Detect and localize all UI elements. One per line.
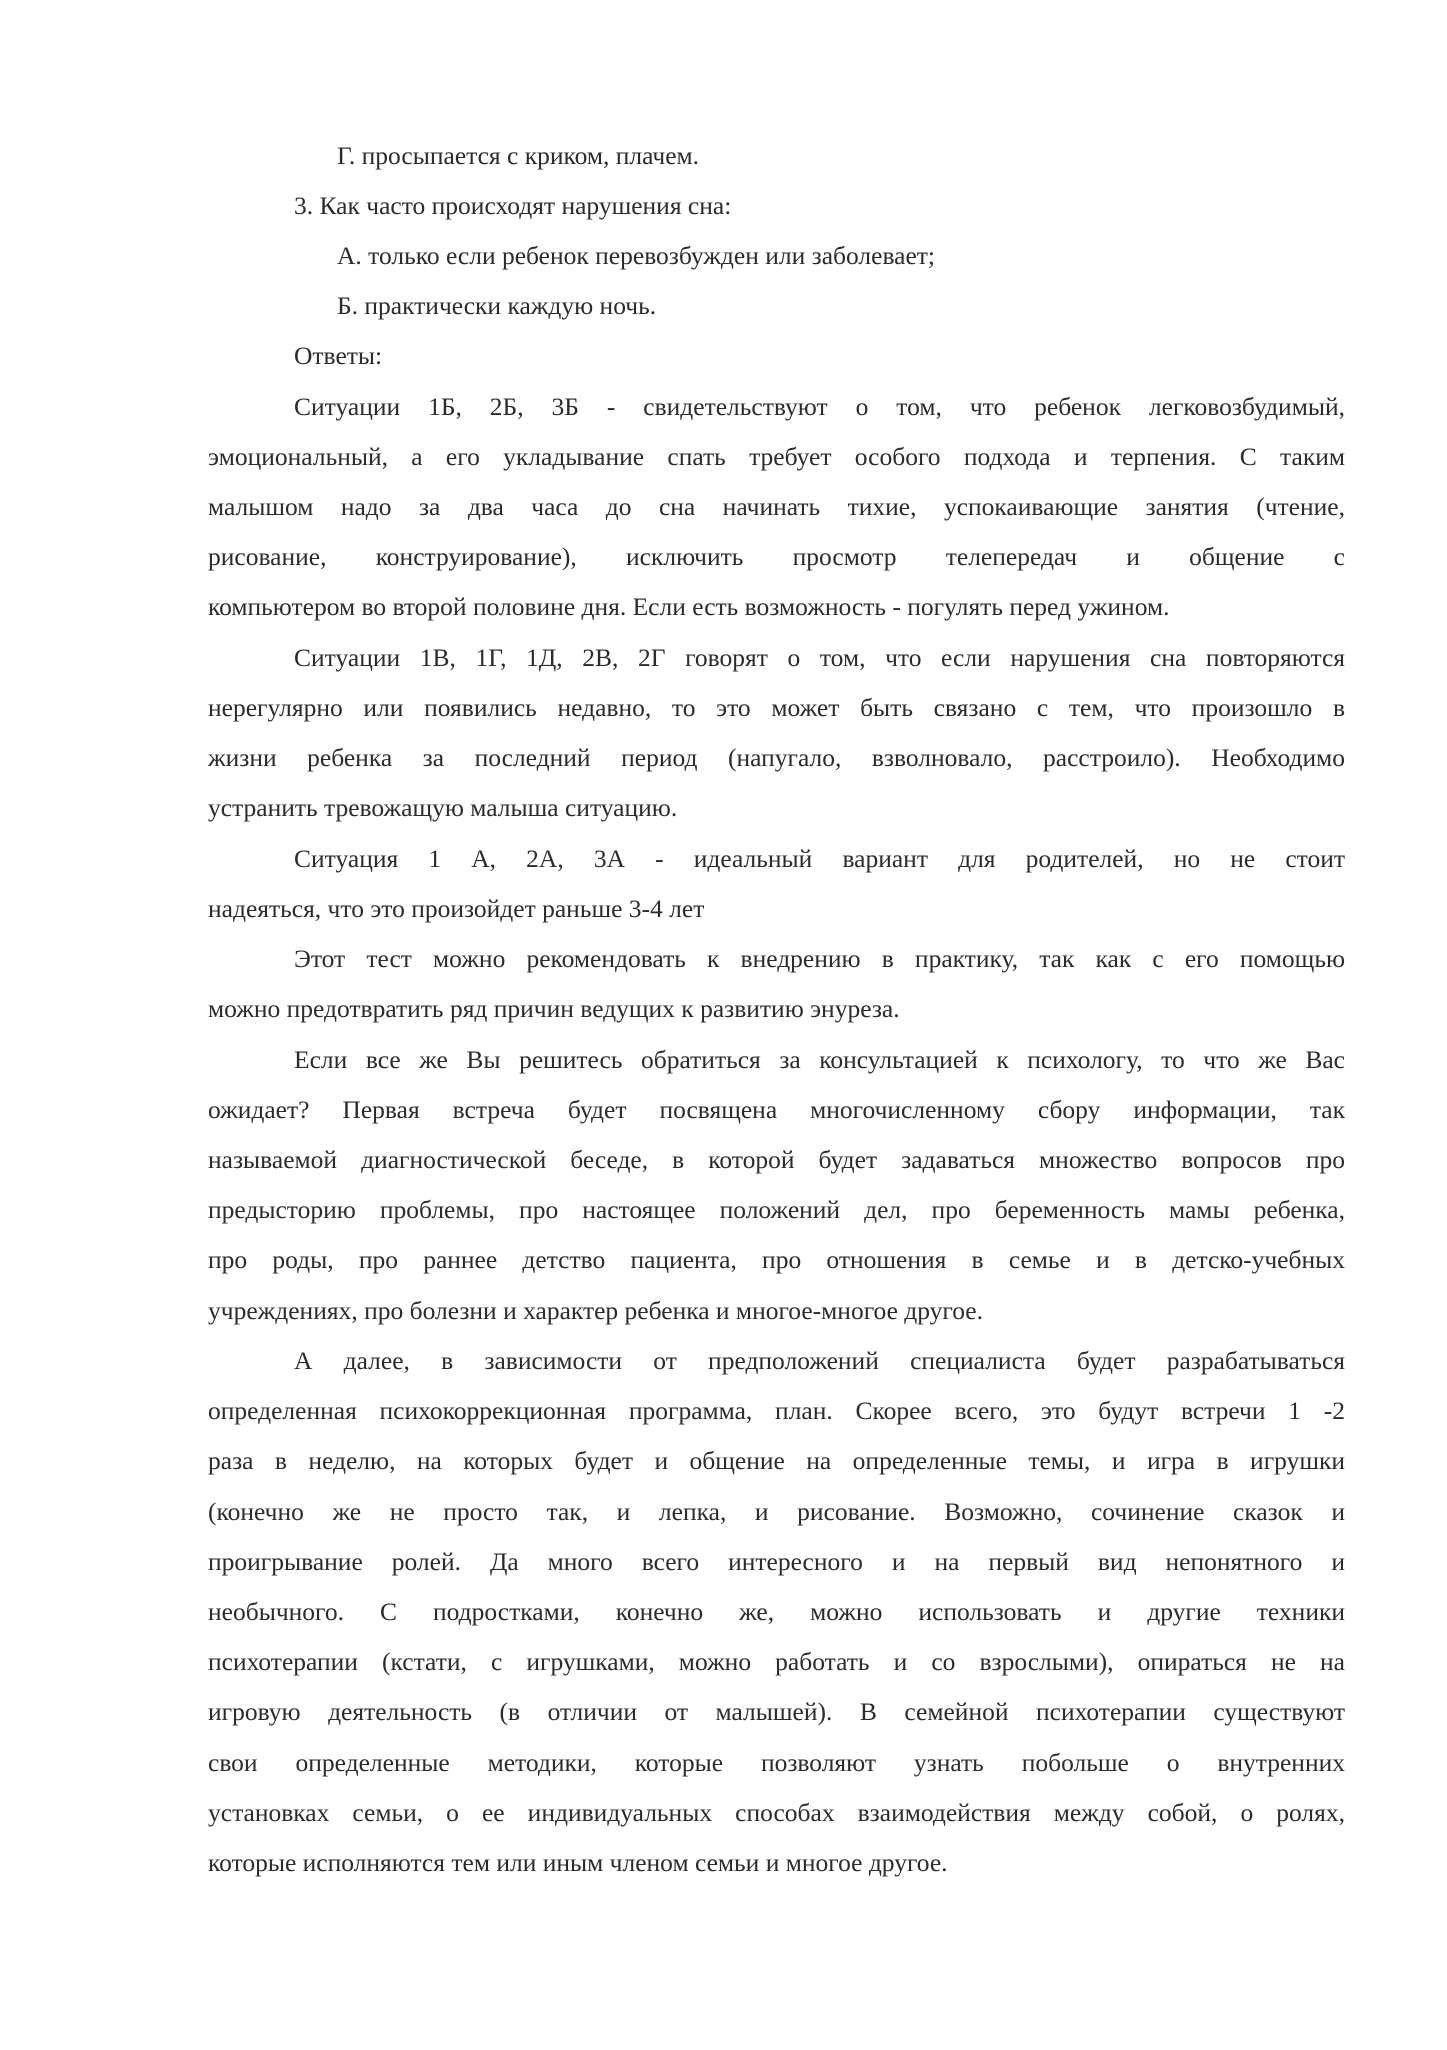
paragraph-line: свои определенные методики, которые позволяют узнать побольше о внутренних bbox=[208, 1748, 1345, 1777]
paragraph-line: жизни ребенка за последний период (напугало, взволновало, расстроило). Необходимо bbox=[208, 743, 1345, 772]
paragraph-line: называемой диагностической беседе, в которой будет задаваться множество вопросов про bbox=[208, 1145, 1345, 1174]
paragraph-line: необычного. С подростками, конечно же, можно использовать и другие техники bbox=[208, 1597, 1345, 1626]
paragraph-line: (конечно же не просто так, и лепка, и рисование. Возможно, сочинение сказок и bbox=[208, 1497, 1345, 1526]
paragraph-line: игровую деятельность (в отличии от малышей). В семейной психотерапии существуют bbox=[208, 1697, 1345, 1726]
paragraph-line: А далее, в зависимости от предположений специалиста будет разрабатываться bbox=[294, 1346, 1345, 1375]
paragraph-line: установках семьи, о ее индивидуальных способах взаимодействия между собой, о ролях, bbox=[208, 1798, 1345, 1827]
paragraph-line: Ситуация 1 А, 2А, 3А - идеальный вариант для родителей, но не стоит bbox=[294, 844, 1345, 873]
paragraph-line: нерегулярно или появились недавно, то это может быть связано с тем, что произошло в bbox=[208, 693, 1345, 722]
paragraph-line: психотерапии (кстати, с игрушками, можно работать и со взрослыми), опираться не на bbox=[208, 1647, 1345, 1676]
paragraph-line: компьютером во второй половине дня. Если есть возможность - погулять перед ужином. bbox=[208, 592, 1170, 621]
paragraph-line: малышом надо за два часа до сна начинать тихие, успокаивающие занятия (чтение, bbox=[208, 492, 1345, 521]
paragraph-line: Этот тест можно рекомендовать к внедрению в практику, так как с его помощью bbox=[294, 944, 1345, 973]
paragraph-line: Если все же Вы решитесь обратиться за консультацией к психологу, то что же Вас bbox=[294, 1045, 1345, 1074]
option-b-line: Б. практически каждую ночь. bbox=[337, 291, 657, 320]
paragraph-line: можно предотвратить ряд причин ведущих к развитию энуреза. bbox=[208, 994, 900, 1023]
paragraph-line: эмоциональный, а его укладывание спать требует особого подхода и терпения. С таким bbox=[208, 442, 1345, 471]
paragraph-line: устранить тревожащую малыша ситуацию. bbox=[208, 793, 678, 822]
paragraph-line: предысторию проблемы, про настоящее положений дел, про беременность мамы ребенка, bbox=[208, 1195, 1345, 1224]
paragraph-line: Ситуации 1В, 1Г, 1Д, 2В, 2Г говорят о том, что если нарушения сна повторяются bbox=[294, 643, 1345, 672]
question-3-line: 3. Как часто происходят нарушения сна: bbox=[294, 191, 732, 220]
option-g-line: Г. просыпается с криком, плачем. bbox=[337, 141, 700, 170]
paragraph-line: рисование, конструирование), исключить просмотр телепередач и общение с bbox=[208, 542, 1345, 571]
paragraph-line: проигрывание ролей. Да много всего интересного и на первый вид непонятного и bbox=[208, 1547, 1345, 1576]
option-a-line: А. только если ребенок перевозбужден или заболевает; bbox=[337, 241, 936, 270]
answers-heading: Ответы: bbox=[294, 341, 383, 370]
paragraph-line: надеяться, что это произойдет раньше 3-4 лет bbox=[208, 894, 705, 923]
paragraph-line: Ситуации 1Б, 2Б, 3Б - свидетельствуют о том, что ребенок легковозбудимый, bbox=[294, 392, 1345, 421]
paragraph-line: определенная психокоррекционная программа, план. Скорее всего, это будут встречи 1 -2 bbox=[208, 1396, 1345, 1425]
paragraph-line: которые исполняются тем или иным членом семьи и многое другое. bbox=[208, 1848, 948, 1877]
paragraph-line: раза в неделю, на которых будет и общение на определенные темы, и игра в игрушки bbox=[208, 1446, 1345, 1475]
paragraph-line: про роды, про раннее детство пациента, про отношения в семье и в детско-учебных bbox=[208, 1245, 1345, 1274]
paragraph-line: учреждениях, про болезни и характер ребенка и многое-многое другое. bbox=[208, 1296, 983, 1325]
paragraph-line: ожидает? Первая встреча будет посвящена многочисленному сбору информации, так bbox=[208, 1095, 1345, 1124]
